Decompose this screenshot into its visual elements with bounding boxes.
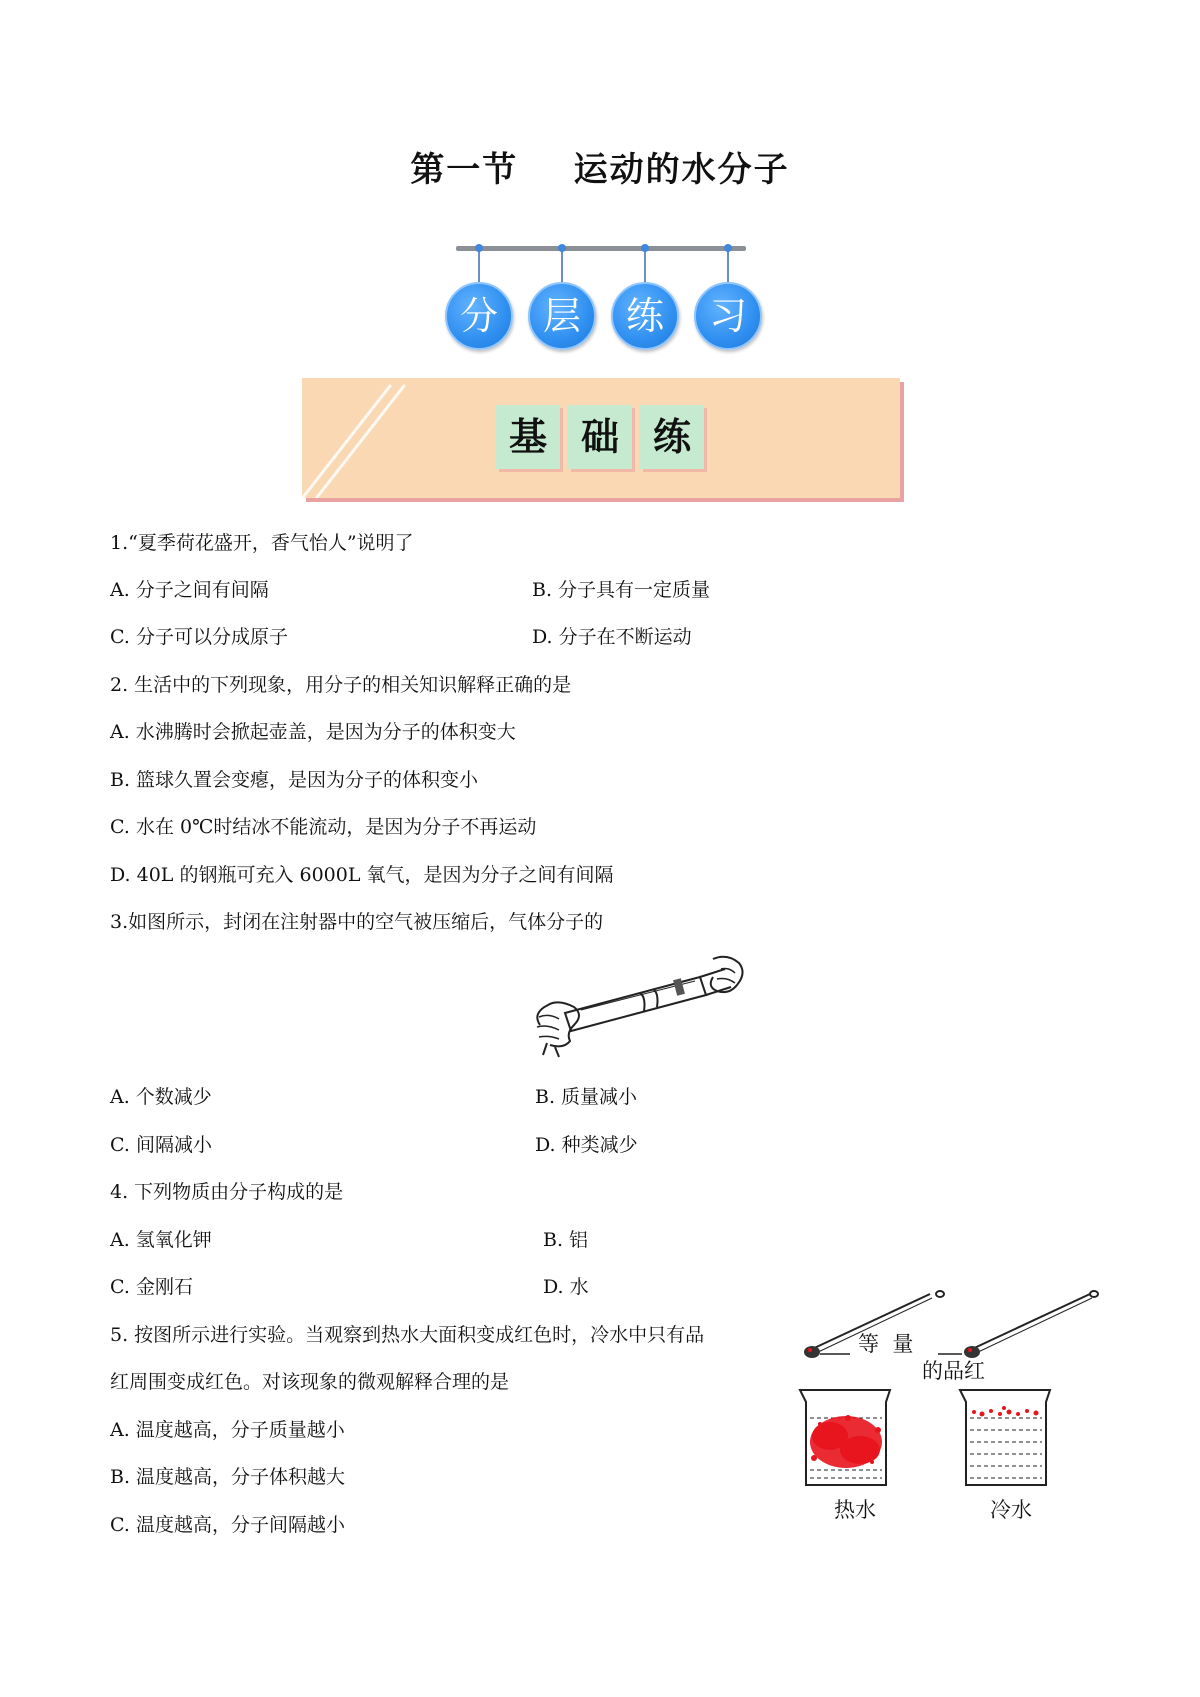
banner-char: 础 bbox=[568, 405, 632, 469]
question-5-stem-line-1: 5. 按图所示进行实验。当观察到热水大面积变成红色时，冷水中只有品 bbox=[110, 1324, 705, 1346]
question-3-option-a: A. 个数减少 bbox=[110, 1086, 212, 1108]
question-1-option-a: A. 分子之间有间隔 bbox=[110, 579, 269, 601]
badge-pin bbox=[475, 244, 483, 252]
question-2-stem: 2. 生活中的下列现象，用分子的相关知识解释正确的是 bbox=[110, 674, 572, 696]
badge-char: 分 bbox=[445, 282, 513, 350]
question-3-option-d: D. 种类减少 bbox=[535, 1134, 638, 1156]
basic-practice-banner bbox=[302, 378, 900, 498]
banner-char: 基 bbox=[496, 405, 560, 469]
question-3-option-c: C. 间隔减小 bbox=[110, 1134, 212, 1156]
hot-water-dye-cloud bbox=[810, 1415, 882, 1468]
question-5-stem-line-2: 红周围变成红色。对该现象的微观解释合理的是 bbox=[110, 1371, 510, 1393]
badge-string bbox=[727, 248, 729, 282]
badge-char: 层 bbox=[528, 282, 596, 350]
question-3-stem: 3.如图所示，封闭在注射器中的空气被压缩后，气体分子的 bbox=[110, 911, 604, 933]
banner-streak bbox=[305, 384, 406, 498]
question-4-option-a: A. 氢氧化钾 bbox=[110, 1229, 212, 1251]
question-4-stem: 4. 下列物质由分子构成的是 bbox=[110, 1181, 344, 1203]
equal-amount-label: 等 量 bbox=[858, 1332, 914, 1356]
badge-pin bbox=[558, 244, 566, 252]
banner-streak bbox=[302, 384, 392, 498]
question-1-option-d: D. 分子在不断运动 bbox=[532, 626, 692, 648]
question-2-option-b: B. 篮球久置会变瘪，是因为分子的体积变小 bbox=[110, 769, 479, 791]
question-2-option-c: C. 水在 0℃时结冰不能流动，是因为分子不再运动 bbox=[110, 816, 537, 838]
question-4-option-b: B. 铝 bbox=[543, 1229, 589, 1251]
cold-water-label: 冷水 bbox=[990, 1498, 1032, 1522]
question-1-option-c: C. 分子可以分成原子 bbox=[110, 626, 288, 648]
cold-water-dye-specks bbox=[972, 1406, 1039, 1417]
question-1-stem: 1.“夏季荷花盛开，香气怡人”说明了 bbox=[110, 532, 414, 554]
badge-pin bbox=[724, 244, 732, 252]
badge-pin bbox=[641, 244, 649, 252]
banner-char: 练 bbox=[640, 405, 704, 469]
dye-label: 的品红 bbox=[922, 1359, 985, 1383]
badge-char: 习 bbox=[694, 282, 762, 350]
page-title: 第一节 运动的水分子 bbox=[410, 150, 790, 190]
badge-string bbox=[644, 248, 646, 282]
badge-string bbox=[478, 248, 480, 282]
question-4-option-c: C. 金刚石 bbox=[110, 1276, 193, 1298]
badge-bar bbox=[456, 246, 746, 251]
badge-string bbox=[561, 248, 563, 282]
badge-char: 练 bbox=[611, 282, 679, 350]
question-5-option-b: B. 温度越高，分子体积越大 bbox=[110, 1466, 346, 1488]
question-2-option-d: D. 40L 的钢瓶可充入 6000L 氧气，是因为分子之间有间隔 bbox=[110, 864, 614, 886]
syringe-figure bbox=[525, 955, 745, 1060]
hot-water-label: 热水 bbox=[834, 1498, 876, 1522]
syringe-barrel bbox=[565, 977, 706, 1031]
question-2-option-a: A. 水沸腾时会掀起壶盖，是因为分子的体积变大 bbox=[110, 721, 516, 743]
cold-water-beaker bbox=[960, 1390, 1050, 1485]
question-4-option-d: D. 水 bbox=[543, 1276, 589, 1298]
question-5-option-c: C. 温度越高，分子间隔越小 bbox=[110, 1514, 345, 1536]
question-5-option-a: A. 温度越高，分子质量越小 bbox=[110, 1419, 345, 1441]
question-1-option-b: B. 分子具有一定质量 bbox=[532, 579, 711, 601]
right-spoon-handle bbox=[970, 1294, 1090, 1350]
question-3-option-b: B. 质量减小 bbox=[535, 1086, 638, 1108]
